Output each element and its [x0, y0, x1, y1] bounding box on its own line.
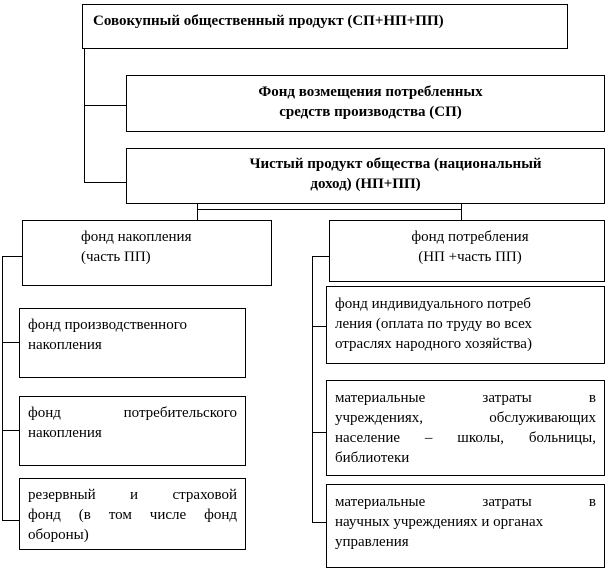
net-product-line2: доход) (НП+ПП) — [310, 176, 421, 192]
accumulation-fund-title: фонд накопления — [81, 229, 192, 245]
consumption-item-2-line-1: материальные затраты в — [335, 390, 596, 406]
replacement-fund-box — [126, 75, 605, 132]
consumption-item-2-line-4: библиотеки — [335, 450, 410, 466]
consumption-item-3-line-2: научных учреждениях и органах — [335, 514, 544, 530]
connector-net-split — [197, 209, 462, 210]
accumulation-item-3-line-2: фонд (в том числе фонд — [28, 507, 237, 523]
consumption-item-3-line-3: управления — [335, 534, 409, 550]
accumulation-item-2-line-2: накопления — [28, 425, 102, 441]
connector-accumulation-item-2 — [2, 430, 19, 431]
accumulation-item-1-line-2: накопления — [28, 337, 102, 353]
replacement-fund-line2: средств производства (СП) — [279, 104, 462, 120]
connector-to-accumulation — [197, 204, 198, 220]
net-product-box — [126, 148, 605, 204]
accumulation-item-1 — [19, 308, 246, 378]
connector-to-consumption — [461, 204, 462, 220]
accumulation-item-3 — [19, 478, 246, 550]
accumulation-fund-subtitle: (часть ПП) — [81, 249, 151, 265]
accumulation-item-3-line-1: резервный и страховой — [28, 487, 237, 503]
accumulation-item-1-line-1: фонд производственного — [28, 317, 187, 333]
connector-accumulation-spine — [2, 256, 3, 521]
consumption-item-2-line-3: население – школы, больницы, — [335, 430, 596, 446]
connector-consumption-spine — [312, 256, 313, 523]
consumption-fund-subtitle: (НП +часть ПП) — [418, 249, 522, 265]
root-box — [82, 4, 568, 49]
accumulation-item-2-line-1: фонд потребительского — [28, 405, 237, 421]
connector-accumulation-top — [2, 256, 22, 257]
consumption-item-1-line-2: ления (оплата по труду во всех — [335, 316, 533, 332]
connector-to-net-product — [84, 182, 126, 183]
connector-consumption-item-3 — [312, 522, 326, 523]
connector-to-replacement — [84, 105, 126, 106]
consumption-item-1 — [326, 286, 605, 364]
accumulation-item-2 — [19, 396, 246, 466]
root-label: Совокупный общественный продукт (СП+НП+ПП) — [93, 13, 444, 29]
consumption-item-3 — [326, 484, 605, 568]
consumption-fund-box — [329, 220, 605, 282]
accumulation-item-3-line-3: обороны) — [28, 527, 89, 543]
connector-consumption-item-2 — [312, 432, 326, 433]
consumption-item-3-line-1: материальные затраты в — [335, 494, 596, 510]
consumption-item-2 — [326, 380, 605, 476]
connector-consumption-item-1 — [312, 326, 326, 327]
net-product-line1: Чистый продукт общества (национальный — [249, 156, 542, 172]
connector-accumulation-item-3 — [2, 520, 19, 521]
connector-consumption-top — [312, 256, 329, 257]
consumption-item-1-line-1: фонд индивидуального потреб — [335, 296, 531, 312]
connector-root-spine — [84, 49, 85, 183]
connector-accumulation-item-1 — [2, 342, 19, 343]
consumption-item-2-line-2: учреждениях, обслуживающих — [335, 410, 596, 426]
replacement-fund-line1: Фонд возмещения потребленных — [258, 84, 483, 100]
consumption-fund-title: фонд потребления — [411, 229, 529, 245]
accumulation-fund-box — [22, 220, 272, 286]
consumption-item-1-line-3: отраслях народного хозяйства) — [335, 336, 532, 352]
